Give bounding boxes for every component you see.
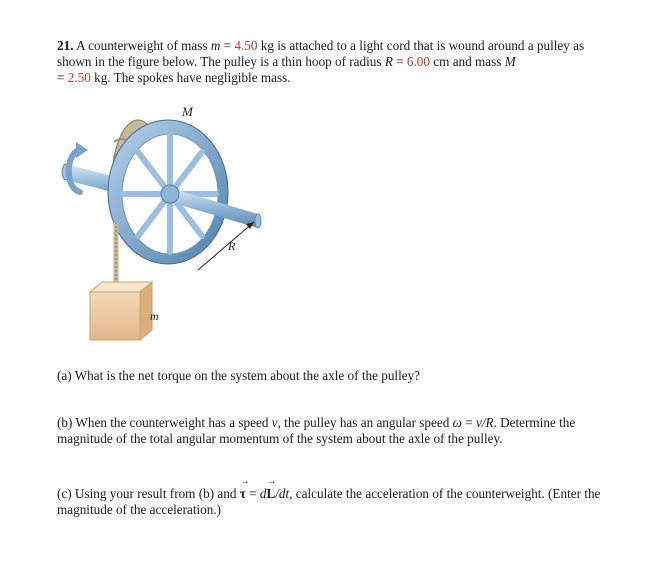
equals-sign: = (245, 486, 260, 501)
dt-symbol: /dt (275, 486, 290, 501)
L-symbol: L (266, 486, 276, 501)
part-b-text-4: . Determine the magnitude of the total angular momentum of the system about the axle of the pulley. (57, 415, 576, 446)
label-R: R (228, 239, 236, 253)
v-over-R: v/R (475, 415, 494, 430)
counterweight-block (90, 282, 152, 340)
intro-text-3: and mass (449, 54, 505, 69)
vector-arrow-icon: → (266, 476, 277, 487)
equals-sign: = (220, 38, 235, 53)
mass-M-value[interactable]: 2.50 (67, 70, 91, 85)
mass-M-symbol: M (504, 54, 516, 69)
part-c-question (57, 476, 617, 518)
radius-symbol: R (384, 54, 393, 69)
equals-sign: = (392, 54, 407, 69)
part-a-question: (a) What is the net torque on the system about the axle of the pulley? (57, 368, 421, 383)
intro-text-4: kg. The spokes have negligible mass. (90, 70, 291, 85)
d-symbol: d (259, 486, 267, 501)
v-symbol: v (271, 415, 278, 430)
mass-m-symbol: m (210, 38, 221, 53)
omega-symbol: ω (452, 415, 462, 430)
radius-value[interactable]: 6.00 (406, 54, 430, 69)
unit-cm: cm (429, 54, 450, 69)
torque-vector (239, 476, 250, 502)
vector-arrow-icon: → (239, 476, 250, 487)
part-b-text-1: (b) When the counterweight has a speed (57, 415, 272, 430)
tau-symbol: τ (239, 486, 246, 501)
part-c-text-2: , calculate the acceleration of the counterweight. (Enter the magnitude of the acceleration.) (57, 486, 601, 517)
part-c-text-1: (c) Using your result from (b) and (57, 486, 240, 501)
label-M: M (182, 104, 193, 119)
problem-number: 21. (57, 38, 74, 53)
unit-kg: kg (257, 38, 274, 53)
mass-m-value[interactable]: 4.50 (234, 38, 258, 53)
part-b-text-2: , the pulley has an angular speed (277, 415, 453, 430)
problem-statement (57, 38, 617, 86)
part-b-question (57, 415, 617, 447)
pulley-figure (58, 102, 278, 352)
angular-momentum-vector (266, 476, 277, 502)
equals-sign: = (57, 70, 68, 85)
label-m: m (150, 309, 159, 323)
intro-text-2: is attached to a light cord that is wound around a pulley as shown in the figure below. The pulley is a thin hoop of radius (57, 38, 585, 69)
intro-text-1: A counterweight of mass (76, 38, 211, 53)
part-b-text-3: = (461, 415, 476, 430)
